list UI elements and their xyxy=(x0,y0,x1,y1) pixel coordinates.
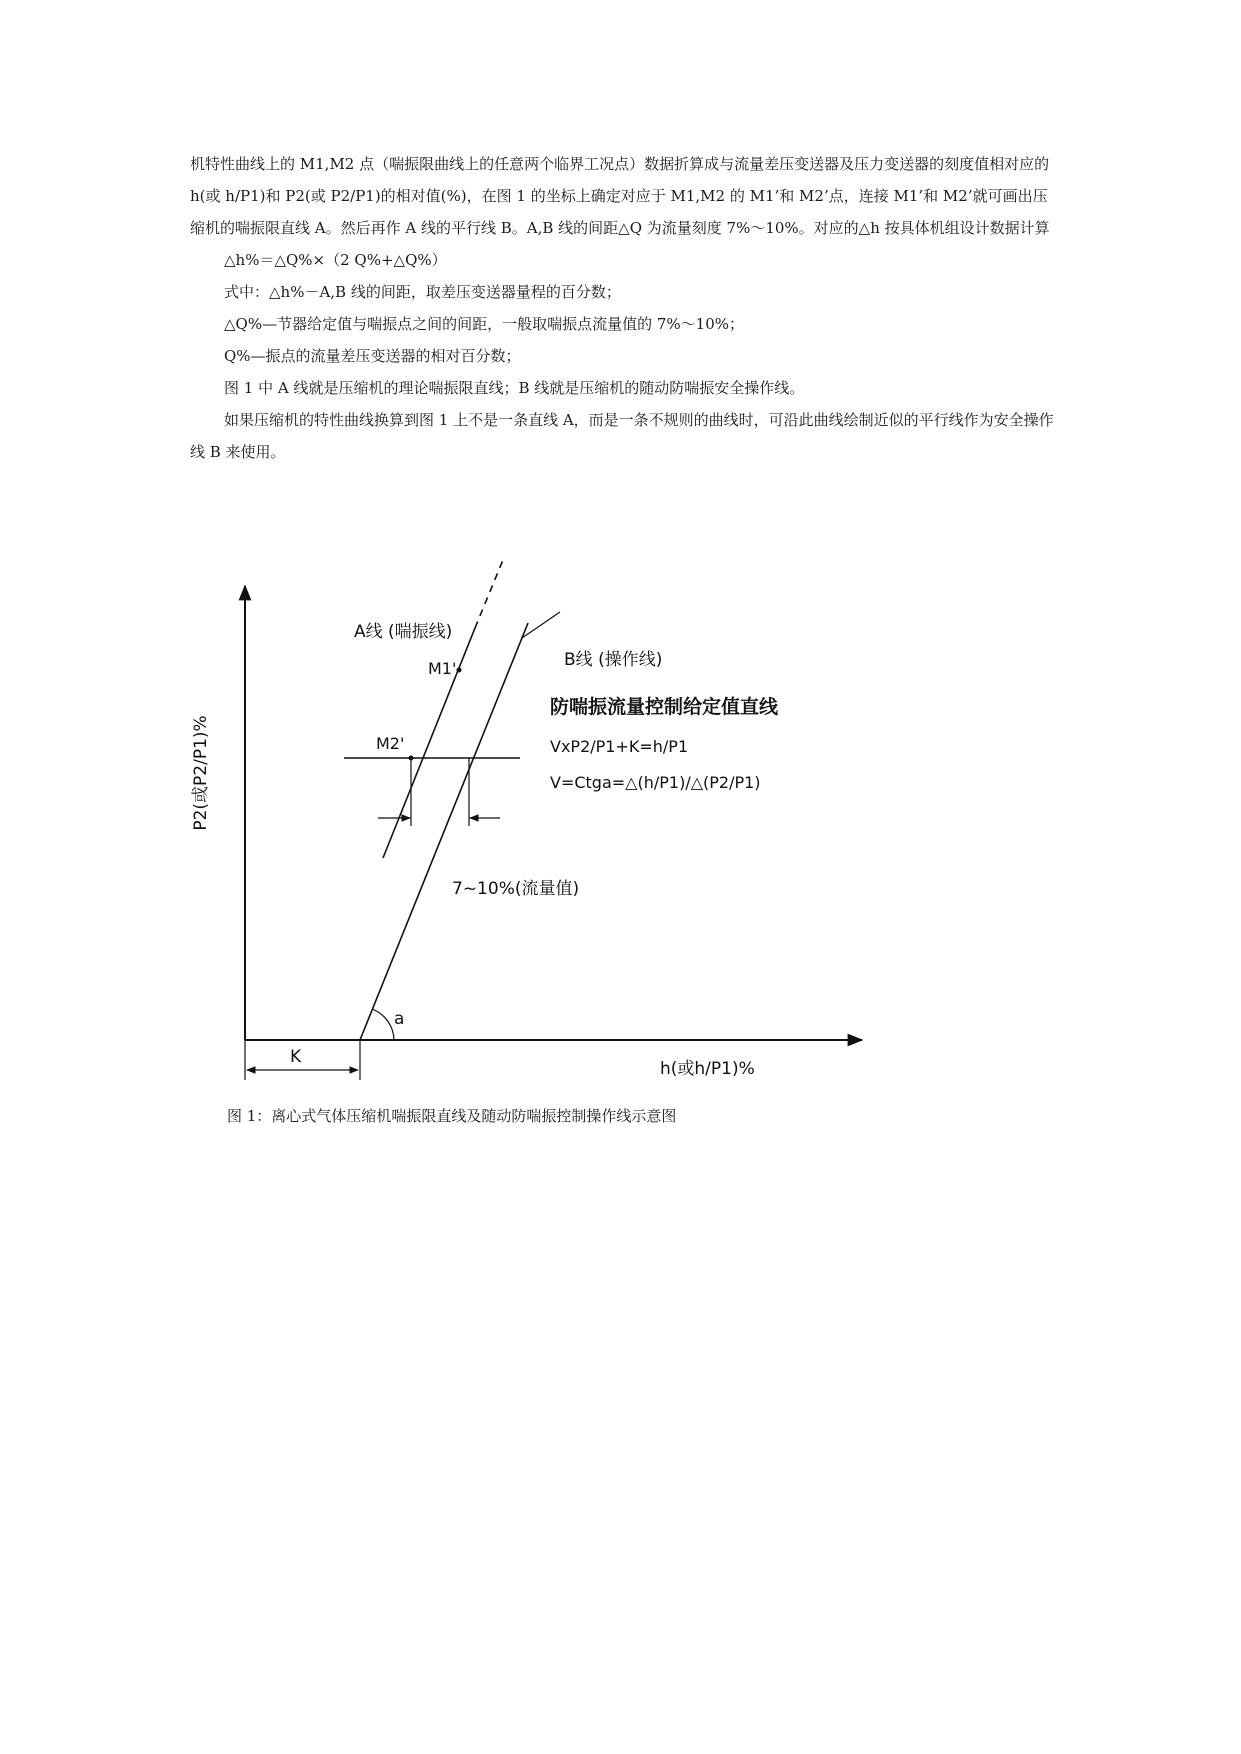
equation-2: V=Ctga=△(h/P1)/△(P2/P1) xyxy=(550,773,761,792)
body-text xyxy=(190,148,1060,468)
gap-label: 7~10%(流量值) xyxy=(452,879,580,899)
formula-line: △h%＝△Q%×（2 Q%+△Q%） xyxy=(224,251,447,269)
surge-line-figure xyxy=(0,560,1241,1120)
line-a-extension xyxy=(475,560,505,628)
line-a-label: A线 (喘振线) xyxy=(354,622,453,642)
figure-diagram xyxy=(0,560,1241,1120)
y-axis-label: P2(或P2/P1)% xyxy=(191,715,211,831)
figure-caption: 图 1：离心式气体压缩机喘振限直线及随动防喘振控制操作线示意图 xyxy=(227,1107,677,1125)
point-m2-label: M2' xyxy=(376,734,405,753)
paragraph-intro: 机特性曲线上的 M1,M2 点（喘振限曲线上的任意两个临界工况点）数据折算成与流量差压变送器及压力变送器的刻度值相对应的 h(或 h/P1)和 P2(或 P2/P1)的相对值(%)，在图 1 的坐标上确定对应于 M1,M2 的 M1’和 M2’点，连接 M1’和 M2’就可画出压缩机的喘振限直线 A。然后再作 A 线的平行线 B。A,B 线的间距△Q 为流量刻度 7%～10%。对应的△h 按具体机组设计数据计算 xyxy=(190,155,1050,237)
definition-delta-h: 式中：△h%－A,B 线的间距，取差压变送器量程的百分数； xyxy=(224,283,621,301)
line-b xyxy=(360,623,528,1040)
angle-label: a xyxy=(394,1009,405,1029)
point-m1-marker xyxy=(457,668,462,673)
definition-delta-q: △Q%—节器给定值与喘振点之间的间距，一般取喘振点流量值的 7%～10%； xyxy=(224,315,744,333)
point-m1-label: M1' xyxy=(428,659,457,678)
x-axis-label: h(或h/P1)% xyxy=(660,1059,755,1079)
setpoint-title: 防喘振流量控制给定值直线 xyxy=(550,696,779,718)
paragraph-lines: 图 1 中 A 线就是压缩机的理论喘振限直线；B 线就是压缩机的随动防喘振安全操作线。 xyxy=(224,379,805,397)
offset-k-label: K xyxy=(290,1047,302,1067)
paragraph-curve: 如果压缩机的特性曲线换算到图 1 上不是一条直线 A，而是一条不规则的曲线时，可沿此曲线绘制近似的平行线作为安全操作线 B 来使用。 xyxy=(190,411,1054,461)
line-b-label: B线 (操作线) xyxy=(564,650,663,670)
equation-1: VxP2/P1+K=h/P1 xyxy=(550,737,689,756)
definition-q: Q%—振点的流量差压变送器的相对百分数； xyxy=(224,347,521,365)
angle-arc xyxy=(372,1009,394,1040)
